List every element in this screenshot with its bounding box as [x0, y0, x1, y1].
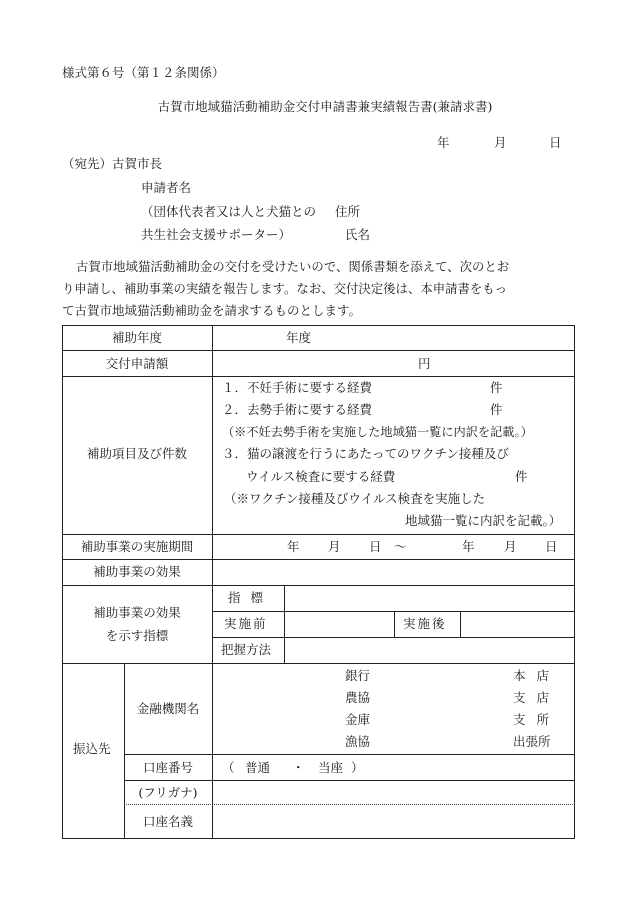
account-name-label: 口座名義 [142, 814, 193, 829]
furigana-label: (フリガナ) [138, 785, 198, 800]
account-type-open: （ [222, 760, 235, 775]
item-3-count-unit: 件 [515, 469, 528, 484]
item-note-1: （※不妊去勢手術を実施した地域猫一覧に内訳を記載。） [222, 425, 533, 439]
item-1: １．不妊手術に要する経費 [222, 380, 373, 395]
form-number: 様式第６号（第１２条関係） [62, 65, 225, 80]
applicant-label: 申請者名 [141, 180, 192, 195]
effect-label: 補助事業の効果 [93, 564, 181, 579]
item-3-line2: ウイルス検査に要する経費 [246, 469, 396, 484]
date-year: 年 [437, 135, 450, 150]
account-type-close: ） [351, 760, 364, 775]
bank-type-nokyo: 農協 [345, 690, 371, 705]
indicator-label-line1: 補助事業の効果 [93, 605, 181, 620]
bank-label: 金融機関名 [136, 701, 200, 716]
addressee: （宛先）古賀市長 [62, 156, 163, 171]
indicator-label-line2: を示す指標 [105, 628, 169, 643]
period-start-month: 月 [328, 539, 341, 554]
period-label: 補助事業の実施期間 [80, 539, 194, 554]
body-text-line2: り申請し、補助事業の実績を報告します。なお、交付決定後は、本申請書をもっ [62, 281, 508, 296]
metric-label: 指標 [228, 590, 274, 605]
item-3: ３．猫の譲渡を行うにあたってのワクチン接種及び [222, 446, 509, 461]
applicant-note-line2: 共生社会支援サポーター） [141, 227, 292, 242]
account-type-current: 当座 [318, 760, 344, 775]
item-2: ２．去勢手術に要する経費 [222, 402, 373, 417]
address-label: 住所 [335, 204, 361, 219]
applicant-note-line1: （団体代表者又は人と犬猫との [141, 204, 317, 219]
transfer-label: 振込先 [73, 741, 111, 756]
amount-unit: 円 [418, 356, 431, 371]
branch-type-head: 本店 [513, 668, 561, 683]
fiscal-year-label: 補助年度 [111, 330, 162, 345]
period-tilde: ～ [394, 539, 407, 554]
item-note-2-line2: 地域猫一覧に内訳を記載。） [405, 513, 562, 528]
period-end-year: 年 [462, 539, 475, 554]
amount-label: 交付申請額 [105, 356, 169, 371]
date-month: 月 [494, 135, 507, 150]
item-1-count-unit: 件 [490, 380, 503, 395]
bank-type-kinko: 金庫 [345, 712, 371, 727]
period-start-year: 年 [287, 539, 300, 554]
form-title: 古賀市地域猫活動補助金交付申請書兼実績報告書(兼請求書) [157, 99, 493, 114]
account-type-separator: ・ [292, 760, 305, 775]
item-note-2-line1: （※ワクチン接種及びウイルス検査を実施した [224, 491, 486, 506]
bank-type-bank: 銀行 [345, 668, 371, 683]
period-end-month: 月 [504, 539, 517, 554]
method-label: 把握方法 [221, 642, 272, 657]
name-label: 氏名 [345, 227, 371, 242]
fiscal-year-value: 年度 [286, 330, 312, 345]
branch-type-office: 支所 [513, 712, 561, 727]
account-number-label: 口座番号 [142, 760, 193, 775]
branch-type-branch: 支店 [513, 690, 561, 705]
item-2-count-unit: 件 [490, 402, 503, 417]
branch-type-sub-office: 出張所 [513, 734, 551, 749]
before-label: 実施前 [224, 616, 268, 631]
date-day: 日 [549, 135, 562, 150]
period-end-day: 日 [545, 539, 558, 554]
body-text-line3: て古賀市地域猫活動補助金を請求するものとします。 [62, 303, 362, 318]
body-text-line1: 古賀市地域猫活動補助金の交付を受けたいので、関係書類を添えて、次のとお [76, 259, 510, 274]
period-start-day: 日 [369, 539, 382, 554]
items-label: 補助項目及び件数 [86, 446, 187, 461]
account-type-ordinary: 普通 [245, 760, 271, 775]
after-label: 実施後 [403, 616, 447, 631]
bank-type-gyokyo: 漁協 [345, 734, 371, 749]
